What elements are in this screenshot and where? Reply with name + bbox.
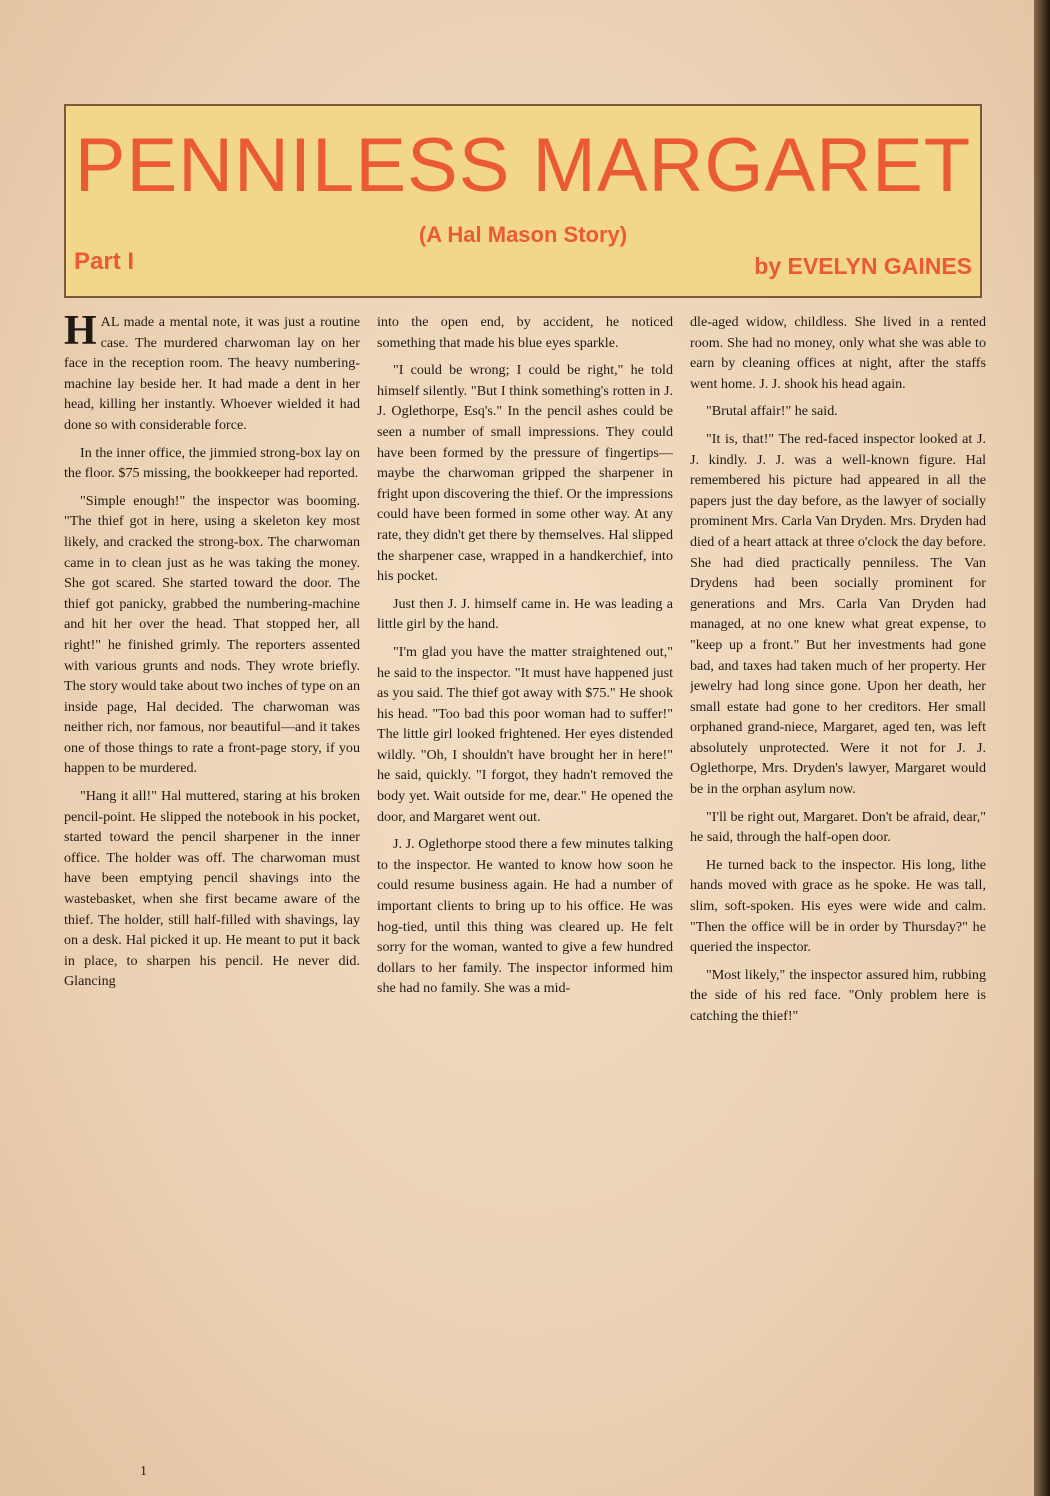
paragraph: "I'm glad you have the matter straightened out," he said to the inspector. "It must have happened just as you said. The thief got away with $75." He shook his head. "Too bad this poor woman had to suffer!" The little girl looked frightened. Her eyes distended wildly. "Oh, I shouldn't have brought her in here!" he said, quickly. "I forgot, they hadn't removed the body yet. Wait outside for me, dear." He opened the door, and Margaret went out. <box>377 643 673 825</box>
paragraph: "Hang it all!" Hal muttered, staring at his broken pencil-point. He slipped the notebook in his pocket, started toward the pencil sharpener in the inner office. The holder was off. The charwoman must have been emptying pencil shavings into the wastebasket, when she first became aware of the thief. The holder, still half-filled with shavings, lay on a desk. Hal picked it up. He meant to put it back in place, to sharpen his pencil. He never did. Glancing <box>64 788 360 990</box>
text-column-2 <box>377 312 673 1422</box>
page-edge-shadow <box>1034 0 1050 1496</box>
paragraph: "Brutal affair!" he said. <box>706 403 838 420</box>
paragraph: "I'll be right out, Margaret. Don't be afraid, dear," he said, through the half-open door. <box>690 808 986 846</box>
paragraph: J. J. Oglethorpe stood there a few minutes talking to the inspector. He wanted to know how soon he could resume business again. He had a number of important clients to bring up to his office. He was hog-tied, until this thing was cleared up. He felt sorry for the woman, wanted to give a few hundred dollars to her family. The inspector informed him she had no family. She was a mid- <box>377 836 673 997</box>
paragraph: "Most likely," the inspector assured him, rubbing the side of his red face. "Only problem here is catching the thief!" <box>690 966 986 1024</box>
text-column-3 <box>690 312 986 1422</box>
paragraph: dle-aged widow, childless. She lived in a rented room. She had no money, only what she was able to earn by cleaning offices at night, after the staffs went home. J. J. shook his head again. <box>690 314 986 392</box>
part-label: Part I <box>74 248 135 275</box>
story-body <box>64 312 986 1422</box>
title-banner <box>64 104 982 298</box>
paragraph: "It is, that!" The red-faced inspector looked at J. J. kindly. J. J. was a well-known figure. Hal remembered his picture had appeared in all the papers just the day before, as the lawyer of socially prominent Mrs. Carla Van Dryden. Mrs. Dryden had died of a heart attack at three o'clock the day before. She had died practically penniless. The Van Drydens had been socially prominent for generations and Mrs. Carla Van Dryden had managed, at no one knew what great expense, to "keep up a front." But her investments had gone bad, and taxes had taken much of her property. Her jewelry had long since gone. Upon her death, her small estate had gone to her creditors. Her small orphaned grand-niece, Margaret, aged ten, was left absolutely unprotected. Were it not for J. J. Oglethorpe, Mrs. Dryden's lawyer, Margaret would be in the orphan asylum now. <box>690 430 986 798</box>
paragraph: Just then J. J. himself came in. He was leading a little girl by the hand. <box>377 595 673 633</box>
drop-cap: H <box>64 312 97 354</box>
story-title: PENNILESS MARGARET <box>74 123 972 208</box>
paragraph: In the inner office, the jimmied strong-box lay on the floor. $75 missing, the bookkeeper had reported. <box>64 444 360 482</box>
author-byline: by EVELYN GAINES <box>754 253 972 279</box>
page-number: 1 <box>140 1464 147 1479</box>
text-column-1 <box>64 312 360 1422</box>
story-subtitle: (A Hal Mason Story) <box>418 222 628 247</box>
paragraph: into the open end, by accident, he noticed something that made his blue eyes sparkle. <box>377 314 673 351</box>
paragraph: He turned back to the inspector. His long, lithe hands moved with grace as he spoke. He was tall, slim, soft-spoken. His eyes were wide and calm. "Then the office will be in order by Thursday?" he queried the inspector. <box>690 856 986 956</box>
paragraph: "I could be wrong; I could be right," he told himself silently. "But I think something's rotten in J. J. Oglethorpe, Esq's." In the pencil ashes could be seen a number of small impressions. They could have been formed by the pressure of fingertips—maybe the charwoman gripped the sharpener in fright upon discovering the thief. Or the impressions could have been formed in some other way. At any rate, they didn't get there by themselves. Hal slipped the sharpener case, wrapped in a handkerchief, into his pocket. <box>377 362 673 585</box>
paragraph-text: AL made a mental note, it was just a routine case. The murdered charwoman lay on her face in the reception room. The heavy numbering-machine lay beside her. It had made a dent in her head, killing her instantly. Whoever wielded it had done so with considerable force. <box>64 314 360 433</box>
paragraph: "Simple enough!" the inspector was booming. "The thief got in here, using a skeleton key most likely, and cracked the strong-box. The charwoman came in to clean just as he was taking the money. She got scared. She started toward the door. The thief got panicky, grabbed the numbering-machine and hit her over the head. That stopped her, all right!" he finished grimly. The reporters assented with various grunts and nods. They wrote briefly. The story would take about two inches of type on an inside page, Hal decided. The charwoman was neither rich, nor famous, nor beautiful—and it takes one of those things to rate a front-page story, if you happen to be murdered. <box>64 492 360 777</box>
paragraph <box>64 312 360 436</box>
